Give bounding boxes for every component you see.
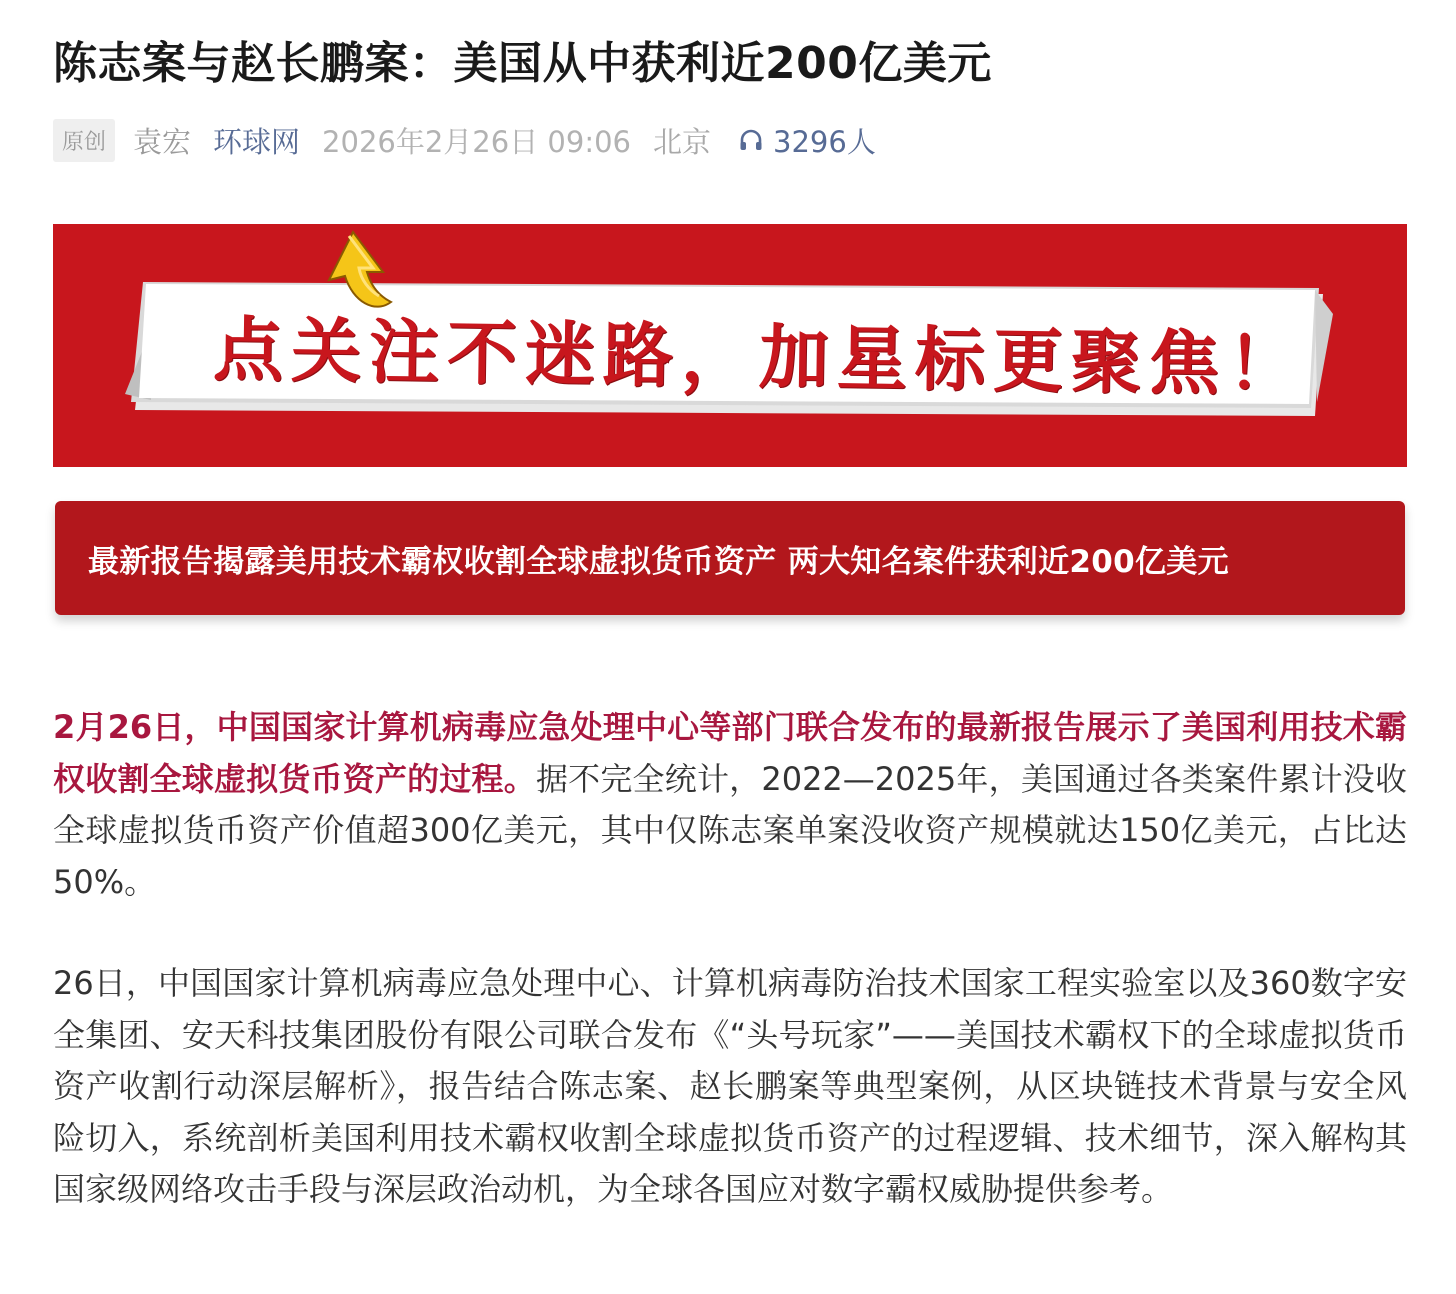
paragraph-1-text: 据不完全统计，2022—2025年，美国通过各类案件累计没收全球虚拟货币资产价值超300亿美元，其中仅陈志案单案没收资产规模就达150亿美元，占比达50%。: [53, 759, 1407, 901]
publish-location: 北京: [653, 124, 712, 159]
author-name: 袁宏: [133, 124, 192, 159]
paragraph-1-highlight: 2月26日，中国国家计算机病毒应急处理中心等部门联合发布的最新报告展示了美国利用技术霸权收割全球虚拟货币资产的过程。: [53, 708, 1407, 798]
article-meta: [53, 116, 876, 164]
paragraph-2-text: 26日，中国国家计算机病毒应急处理中心、计算机病毒防治技术国家工程实验室以及360数字安全集团、安天科技集团股份有限公司联合发布《“头号玩家”——美国技术霸权下的全球虚拟货币资产收割行动深层解析》，报告结合陈志案、赵长鹏案等典型案例，从区块链技术背景与安全风险切入，系统剖析美国利用技术霸权收割全球虚拟货币资产的过程逻辑、技术细节，深入解构其国家级网络攻击手段与深层政治动机，为全球各国应对数字霸权威胁提供参考。: [53, 964, 1407, 1208]
headline-box: [55, 501, 1405, 615]
original-tag: 原创: [53, 119, 115, 162]
headphones-icon: [737, 126, 765, 154]
headline-text: 最新报告揭露美用技术霸权收割全球虚拟货币资产 两大知名案件获利近200亿美元: [88, 543, 1229, 580]
paragraph-2: [53, 958, 1407, 1216]
article-title: 陈志案与赵长鹏案：美国从中获利近200亿美元: [53, 38, 992, 89]
paragraph-1: [53, 702, 1407, 908]
publish-datetime: 2026年2月26日 09:06: [322, 124, 631, 159]
follow-banner-image: [53, 224, 1407, 467]
banner-slogan: 点关注不迷路，加星标更聚焦！: [212, 307, 1306, 406]
source-account-link[interactable]: 环球网: [213, 124, 301, 159]
listen-button[interactable]: [737, 120, 876, 161]
listener-count: 3296人: [773, 124, 876, 159]
